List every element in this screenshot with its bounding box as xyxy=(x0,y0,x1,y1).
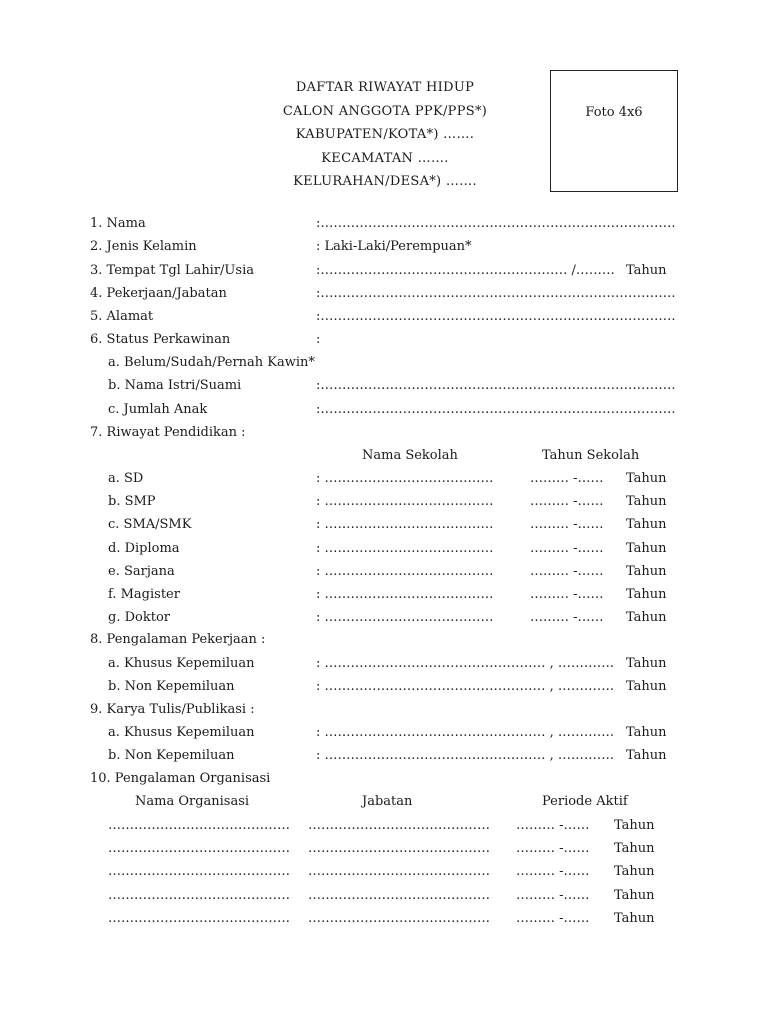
education-row xyxy=(0,585,768,605)
year-unit: Tahun xyxy=(626,725,667,740)
org-position-blank: …………………………………… xyxy=(308,864,490,880)
form-field-row xyxy=(0,330,768,350)
year-unit: Tahun xyxy=(626,471,667,486)
org-period-blank: ……… -…… xyxy=(516,910,590,926)
form-field-row xyxy=(0,307,768,327)
org-position-blank: …………………………………… xyxy=(308,841,490,857)
education-row xyxy=(0,492,768,512)
field-value: :………………………………………………………………………. xyxy=(316,378,676,393)
field-label: 3. Tempat Tgl Lahir/Usia xyxy=(90,263,254,278)
school-name-blank: : ………………………………… xyxy=(316,540,494,556)
school-period-blank: ……… -…… xyxy=(530,494,604,510)
org-name-blank: …………………………………… xyxy=(108,887,290,903)
org-period-blank: ……… -…… xyxy=(516,887,590,903)
org-period-blank: ……… -…… xyxy=(516,841,590,857)
school-period-blank: ……… -…… xyxy=(530,517,604,533)
work-row xyxy=(0,677,768,697)
year-unit: Tahun xyxy=(614,818,655,833)
org-period-blank: ……… -…… xyxy=(516,864,590,880)
work-value-blank: : …………………………………………… , …………. xyxy=(316,679,615,695)
form-field-row xyxy=(0,423,768,443)
field-label: 1. Nama xyxy=(90,216,146,231)
org-position-blank: …………………………………… xyxy=(308,910,490,926)
org-name-blank: …………………………………… xyxy=(108,818,290,833)
org-position-blank: …………………………………… xyxy=(308,887,490,903)
edu-header-year: Tahun Sekolah xyxy=(542,448,640,463)
field-value: :………………………………………………………………………. xyxy=(316,286,676,301)
organization-row xyxy=(0,816,768,836)
year-unit: Tahun xyxy=(626,517,667,533)
education-level: a. SD xyxy=(108,471,144,486)
form-header xyxy=(230,78,540,196)
form-field-row xyxy=(0,214,768,234)
year-unit: Tahun xyxy=(614,887,655,903)
school-period-blank: ……… -…… xyxy=(530,563,604,579)
writing-value-blank: : …………………………………………… , …………. xyxy=(316,725,615,740)
field-label: 7. Riwayat Pendidikan : xyxy=(90,425,246,440)
education-row xyxy=(0,539,768,559)
education-level: d. Diploma xyxy=(108,540,180,556)
school-name-blank: : ………………………………… xyxy=(316,471,494,486)
field-label: b. Nama Istri/Suami xyxy=(108,378,242,393)
form-field-row xyxy=(0,261,768,281)
year-unit: Tahun xyxy=(626,494,667,510)
writing-label: b. Non Kepemiluan xyxy=(108,748,235,764)
work-value-blank: : …………………………………………… , …………. xyxy=(316,656,615,671)
org-period-blank: ……… -…… xyxy=(516,818,590,833)
field-value: :………………………………………………… /……… xyxy=(316,263,615,278)
header-candidate: CALON ANGGOTA PPK/PPS*) xyxy=(282,103,488,119)
education-level: c. SMA/SMK xyxy=(108,517,192,533)
field-unit: Tahun xyxy=(626,263,667,278)
education-level: b. SMP xyxy=(108,494,156,510)
photo-label: Foto 4x6 xyxy=(585,105,643,120)
writing-label: a. Khusus Kepemiluan xyxy=(108,725,255,740)
field-label: a. Belum/Sudah/Pernah Kawin* xyxy=(108,355,315,370)
education-row xyxy=(0,469,768,489)
header-village: KELURAHAN/DESA*) ……. xyxy=(293,174,477,189)
education-level: f. Magister xyxy=(108,587,180,602)
work-section-title: 8. Pengalaman Pekerjaan : xyxy=(90,632,266,647)
year-unit: Tahun xyxy=(626,540,667,556)
org-name-blank: …………………………………… xyxy=(108,864,290,880)
school-period-blank: ……… -…… xyxy=(530,587,604,602)
field-label: c. Jumlah Anak xyxy=(108,402,208,417)
org-header-name: Nama Organisasi xyxy=(135,794,250,809)
field-label: 4. Pekerjaan/Jabatan xyxy=(90,286,227,301)
education-row xyxy=(0,562,768,582)
school-period-blank: ……… -…… xyxy=(530,471,604,486)
header-regency: KABUPATEN/KOTA*) ……. xyxy=(295,127,475,142)
school-name-blank: : ………………………………… xyxy=(316,517,494,533)
organization-row xyxy=(0,909,768,929)
school-period-blank: ……… -…… xyxy=(530,540,604,556)
org-header-position: Jabatan xyxy=(362,794,413,809)
field-value: : xyxy=(316,332,321,347)
org-position-blank: …………………………………… xyxy=(308,818,490,833)
edu-header-school: Nama Sekolah xyxy=(362,448,458,463)
organization-row xyxy=(0,862,768,882)
org-header-period: Periode Aktif xyxy=(542,794,628,809)
year-unit: Tahun xyxy=(614,864,655,880)
school-name-blank: : ………………………………… xyxy=(316,563,494,579)
school-period-blank: ……… -…… xyxy=(530,610,604,626)
organization-row xyxy=(0,839,768,859)
form-field-row xyxy=(0,237,768,257)
writing-row xyxy=(0,746,768,766)
field-label: 6. Status Perkawinan xyxy=(90,332,231,347)
header-district: KECAMATAN ……. xyxy=(321,150,449,166)
education-level: e. Sarjana xyxy=(108,563,175,579)
school-name-blank: : ………………………………… xyxy=(316,587,494,602)
writing-value-blank: : …………………………………………… , …………. xyxy=(316,748,615,764)
org-name-blank: …………………………………… xyxy=(108,841,290,857)
year-unit: Tahun xyxy=(626,679,667,695)
year-unit: Tahun xyxy=(626,610,667,626)
work-label: b. Non Kepemiluan xyxy=(108,679,235,695)
form-field-row xyxy=(0,400,768,420)
photo-placeholder xyxy=(550,70,678,192)
form-field-row xyxy=(0,353,768,373)
header-title: DAFTAR RIWAYAT HIDUP xyxy=(295,80,475,95)
work-label: a. Khusus Kepemiluan xyxy=(108,656,255,671)
organization-row xyxy=(0,886,768,906)
year-unit: Tahun xyxy=(626,587,667,602)
education-row xyxy=(0,515,768,535)
field-value: : Laki-Laki/Perempuan* xyxy=(316,239,472,254)
school-name-blank: : ………………………………… xyxy=(316,494,494,510)
year-unit: Tahun xyxy=(626,748,667,764)
work-row xyxy=(0,654,768,674)
year-unit: Tahun xyxy=(614,841,655,857)
form-field-row xyxy=(0,284,768,304)
writing-row xyxy=(0,723,768,743)
field-label: 2. Jenis Kelamin xyxy=(90,239,197,254)
year-unit: Tahun xyxy=(626,563,667,579)
education-level: g. Doktor xyxy=(108,610,170,626)
field-label: 5. Alamat xyxy=(90,309,154,324)
form-field-row xyxy=(0,376,768,396)
field-value: :………………………………………………………………………. xyxy=(316,309,676,324)
education-row xyxy=(0,608,768,628)
school-name-blank: : ………………………………… xyxy=(316,610,494,626)
year-unit: Tahun xyxy=(614,910,655,926)
organization-section-title: 10. Pengalaman Organisasi xyxy=(90,771,271,786)
year-unit: Tahun xyxy=(626,656,667,671)
field-value: :………………………………………………………………………. xyxy=(316,402,676,417)
field-value: :………………………………………………………………………. xyxy=(316,216,676,231)
writing-section-title: 9. Karya Tulis/Publikasi : xyxy=(90,702,255,717)
org-name-blank: …………………………………… xyxy=(108,910,290,926)
